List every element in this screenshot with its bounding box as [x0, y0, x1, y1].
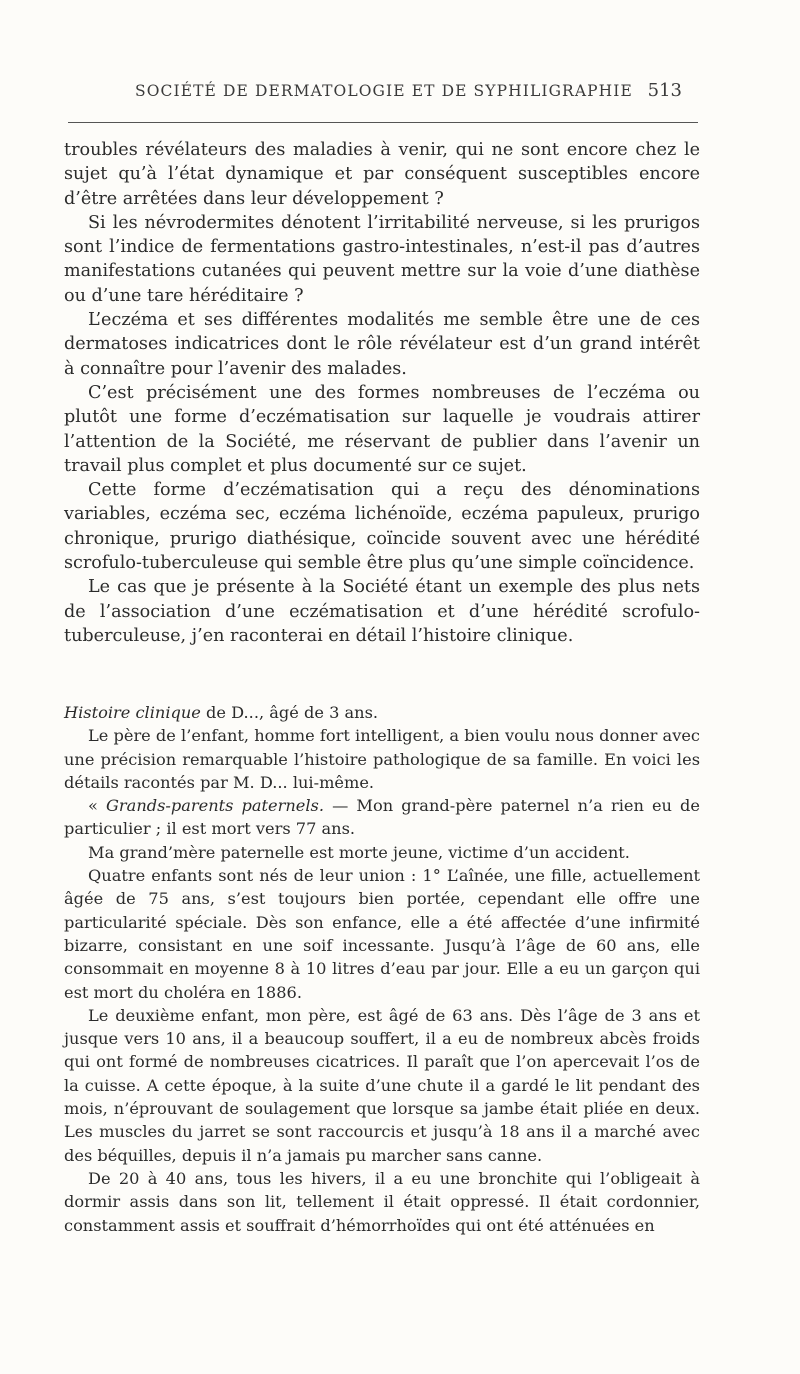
paragraph: L’eczéma et ses différentes modalités me semble être une de ces dermatoses indicatrices dont le rôle révélateur est d’un grand intérêt à connaître pour l’avenir des malades. [64, 310, 700, 379]
paragraph: C’est précisément une des formes nombreuses de l’eczéma ou plutôt une forme d’eczématisation sur laquelle je voudrais attirer l’attention de la Société, me réservant de publier dans l’avenir un travail plus complet et plus documenté sur ce sujet. [64, 382, 700, 476]
clinical-heading-italic: Histoire clinique [64, 703, 201, 722]
quote-open: « [88, 796, 106, 816]
paragraph: Ma grand’mère paternelle est morte jeune, victime d’un accident. [88, 842, 630, 862]
paragraph: Le cas que je présente à la Société étant un exemple des plus nets de l’association d’une eczématisation et d’une hérédité scrofulo-tuberculeuse, j’en raconterai en détail l’histoire clinique. [64, 577, 700, 646]
page-number: 513 [647, 80, 682, 101]
header-rule [68, 122, 698, 123]
main-text [64, 138, 700, 648]
clinical-heading-rest: de D..., âgé de 3 ans. [200, 703, 379, 722]
running-header [64, 78, 700, 108]
paragraph: De 20 à 40 ans, tous les hivers, il a eu une bronchite qui l’obligeait à dormir assis dans son lit, tellement il était oppressé. Il était cordonnier, constamment assis et souffrait d’hémorrhoïdes qui ont été atténuées en [64, 1168, 700, 1235]
paragraph: Si les névrodermites dénotent l’irritabilité nerveuse, si les prurigos sont l’indice de fermentations gastro-intestinales, n’est-il pas d’autres manifestations cutanées qui peuvent mettre sur la voie d’une diathèse ou d’une tare héréditaire ? [64, 212, 700, 306]
quote-rest: — Mon grand-père paternel n’a rien eu de particulier ; il est mort vers 77 ans. [64, 796, 700, 839]
paragraph: Cette forme d’eczématisation qui a reçu des dénominations variables, eczéma sec, eczéma lichénoïde, eczéma papuleux, prurigo chronique, prurigo diathésique, coïncide souvent avec une hérédité scrofulo-tuberculeuse qui semble être plus qu’une simple coïncidence. [64, 480, 700, 574]
quote-paragraph [64, 794, 700, 841]
running-title: SOCIÉTÉ DE DERMATOLOGIE ET DE SYPHILIGRAPHIE [135, 82, 633, 100]
clinical-history [64, 701, 700, 1237]
paragraph: Le deuxième enfant, mon père, est âgé de 63 ans. Dès l’âge de 3 ans et jusque vers 10 ans, il a beaucoup souffert, il a eu de nombreux abcès froids qui ont formé de nombreuses cicatrices. Il paraît que l’on apercevait l’os de la cuisse. A cette époque, à la suite d’une chute il a gardé le lit pendant des mois, n’éprouvant de soulagement que lorsque sa jambe était pliée en deux. Les muscles du jarret se sont raccourcis et jusqu’à 18 ans il a marché avec des béquilles, depuis il n’a jamais pu marcher sans canne. [64, 1005, 700, 1165]
paragraph: Le père de l’enfant, homme fort intelligent, a bien voulu nous donner avec une précision remarquable l’histoire pathologique de sa famille. En voici les détails racontés par M. D... lui-même. [64, 726, 700, 792]
clinical-heading [64, 701, 700, 724]
paragraph: troubles révélateurs des maladies à venir, qui ne sont encore chez le sujet qu’à l’état dynamique et par conséquent susceptibles encore d’être arrêtées dans leur développement ? [64, 140, 700, 209]
paragraph: Quatre enfants sont nés de leur union : 1° L’aînée, une fille, actuellement âgée de 75 ans, s’est toujours bien portée, cependant elle offre une particularité spéciale. Dès son enfance, elle a été affectée d’une infirmité bizarre, consistant en une soif incessante. Jusqu’à l’âge de 60 ans, elle consommait en moyenne 8 à 10 litres d’eau par jour. Elle a eu un garçon qui est mort du choléra en 1886. [64, 866, 700, 1002]
quote-italic: Grands-parents paternels. [106, 796, 325, 816]
